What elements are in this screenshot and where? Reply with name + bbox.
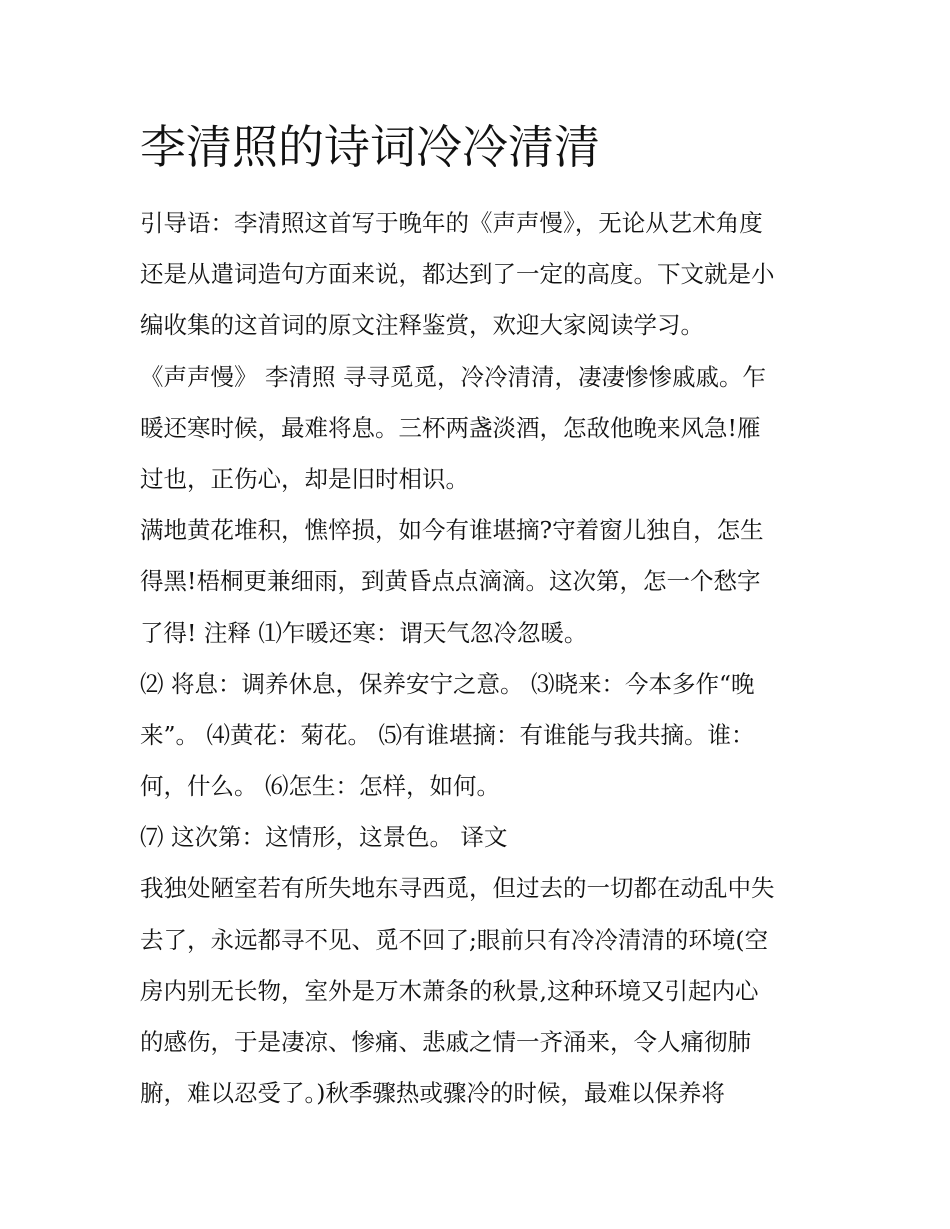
text-line: 来”。 ⑷黄花：菊花。 ⑸有谁堪摘：有谁能与我共摘。谁： [140,720,755,749]
text-line: 编收集的这首词的原文注释鉴赏，欢迎大家阅读学习。 [140,311,704,340]
text-line: 引导语：李清照这首写于晚年的《声声慢》，无论从艺术角度 [140,209,763,237]
text-line: ⑵ 将息：调养休息，保养安宁之意。 ⑶晓来：今本多作“晚 [140,669,755,698]
text-line: 得黑!梧桐更兼细雨，到黄昏点点滴滴。这次第，怎一个愁字 [140,567,761,596]
text-line: 腑，难以忍受了。)秋季骤热或骤冷的时候，最难以保养将 [140,1079,725,1108]
text-line: 何，什么。 ⑹怎生：怎样，如何。 [140,772,500,801]
text-line: 过也，正伤心，却是旧时相识。 [140,464,469,493]
text-line: 暖还寒时候，最难将息。三杯两盏淡酒，怎敌他晚来风急!雁 [140,413,761,442]
text-line: 的感伤，于是凄凉、惨痛、悲戚之情一齐涌来，令人痛彻肺 [140,1028,751,1056]
text-line: 还是从遣词造句方面来说，都达到了一定的高度。下文就是小 [140,260,775,289]
text-line: ⑺ 这次第：这情形，这景色。 译文 [140,823,508,852]
text-line: 《声声慢》 李清照 寻寻觅觅，冷冷清清，凄凄惨惨戚戚。乍 [140,362,766,391]
text-line: 满地黄花堆积，憔悴损，如今有谁堪摘?守着窗儿独自，怎生 [140,516,764,545]
document-body [140,198,820,1119]
text-line: 我独处陋室若有所失地东寻西觅，但过去的一切都在动乱中失 [140,874,775,903]
document-title: 李清照的诗词冷冷清清 [140,120,600,174]
text-line: 房内别无长物，室外是万木萧条的秋景,这种环境又引起内心 [140,976,759,1005]
text-line: 了得! 注释 ⑴乍暖还寒：谓天气忽冷忽暖。 [140,618,588,647]
text-line: 去了，永远都寻不见、觅不回了;眼前只有冷冷清清的环境(空 [140,925,769,954]
